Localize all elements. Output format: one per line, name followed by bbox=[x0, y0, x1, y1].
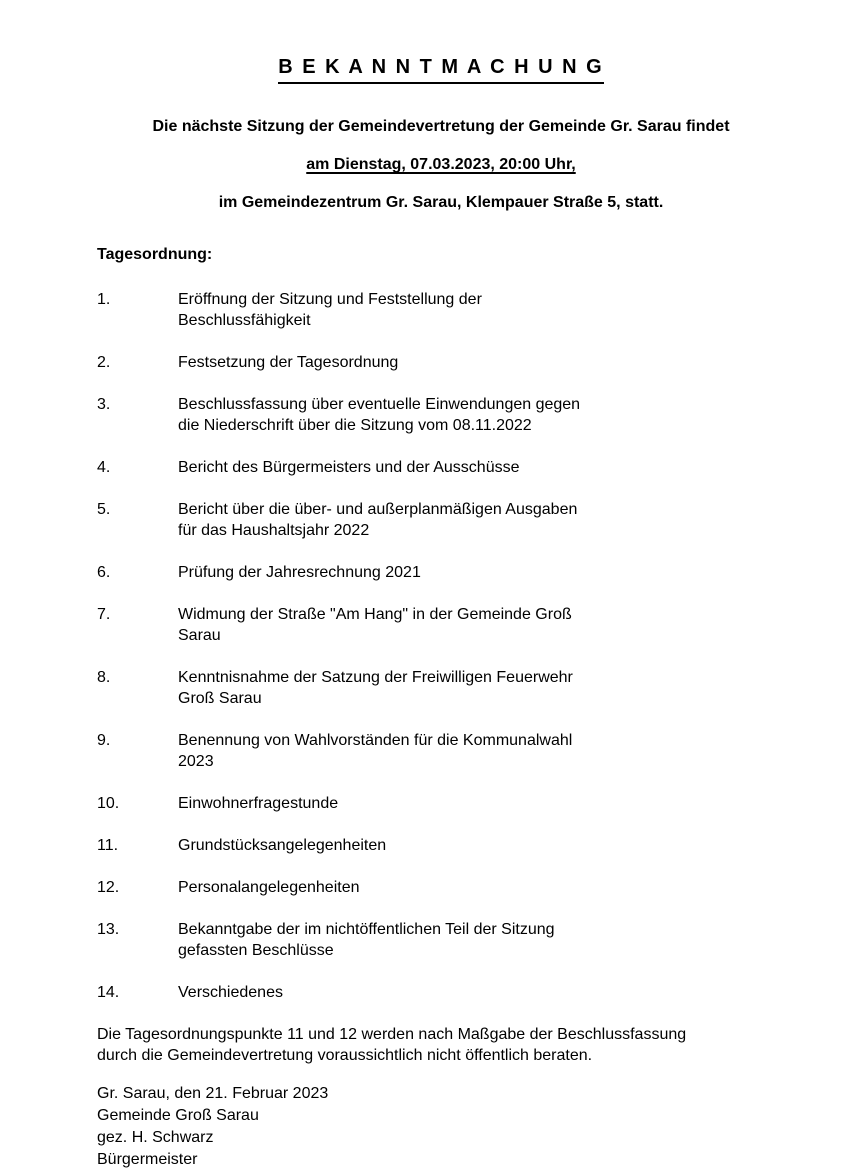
intro-line-2-date-time: am Dienstag, 07.03.2023, 20:00 Uhr, bbox=[306, 156, 576, 173]
agenda-item-number: 3. bbox=[97, 396, 111, 413]
agenda-item-number: 9. bbox=[97, 732, 111, 749]
agenda-item bbox=[97, 730, 785, 772]
closing-line-2: durch die Gemeindevertretung voraussichtlich nicht öffentlich beraten. bbox=[97, 1047, 593, 1064]
agenda-item-number: 10. bbox=[97, 795, 120, 812]
signature-place-date: Gr. Sarau, den 21. Februar 2023 bbox=[97, 1085, 329, 1102]
agenda-heading: Tagesordnung: bbox=[97, 246, 213, 263]
agenda-item-text: Beschlussfassung über eventuelle Einwendungen gegen die Niederschrift über die Sitzung vom 08.11.2022 bbox=[178, 396, 581, 434]
agenda-item-text: Grundstücksangelegenheiten bbox=[178, 837, 387, 854]
agenda-item bbox=[97, 289, 785, 331]
agenda-item bbox=[97, 352, 785, 373]
agenda-item-number: 12. bbox=[97, 879, 120, 896]
agenda-item-number: 14. bbox=[97, 984, 120, 1001]
agenda-item-number: 6. bbox=[97, 564, 111, 581]
agenda-item-text: Bekanntgabe der im nichtöffentlichen Teil der Sitzung gefassten Beschlüsse bbox=[178, 921, 555, 959]
agenda-item-number: 8. bbox=[97, 669, 111, 686]
agenda-item-text: Einwohnerfragestunde bbox=[178, 795, 339, 812]
agenda-item bbox=[97, 877, 785, 898]
agenda-item-text: Verschiedenes bbox=[178, 984, 283, 1001]
signature-block bbox=[97, 1083, 785, 1171]
agenda-item bbox=[97, 919, 785, 961]
agenda-item-text: Festsetzung der Tagesordnung bbox=[178, 354, 399, 371]
agenda-item bbox=[97, 562, 785, 583]
agenda-item-text: Personalangelegenheiten bbox=[178, 879, 360, 896]
agenda-item-number: 1. bbox=[97, 291, 111, 308]
intro-line-3-location: im Gemeindezentrum Gr. Sarau, Klempauer Straße 5, statt. bbox=[218, 194, 664, 211]
agenda-item-text: Kenntnisnahme der Satzung der Freiwilligen Feuerwehr Groß Sarau bbox=[178, 669, 573, 707]
title-row bbox=[97, 56, 785, 84]
agenda-item-number: 11. bbox=[97, 837, 119, 854]
agenda-item bbox=[97, 982, 785, 1003]
agenda-item-number: 5. bbox=[97, 501, 111, 518]
agenda-item bbox=[97, 835, 785, 856]
agenda-list bbox=[97, 289, 785, 1003]
agenda-item-text: Prüfung der Jahresrechnung 2021 bbox=[178, 564, 421, 581]
agenda-item bbox=[97, 667, 785, 709]
agenda-item-text: Bericht des Bürgermeisters und der Ausschüsse bbox=[178, 459, 520, 476]
document-title: B E K A N N T M A C H U N G bbox=[278, 56, 603, 84]
signature-role: Bürgermeister bbox=[97, 1151, 198, 1168]
agenda-item-text: Eröffnung der Sitzung und Feststellung der Beschlussfähigkeit bbox=[178, 291, 482, 329]
agenda-item-number: 7. bbox=[97, 606, 111, 623]
closing-line-1: Die Tagesordnungspunkte 11 und 12 werden nach Maßgabe der Beschlussfassung bbox=[97, 1026, 687, 1043]
agenda-item-number: 13. bbox=[97, 921, 120, 938]
signature-municipality: Gemeinde Groß Sarau bbox=[97, 1107, 259, 1124]
signature-signed-by: gez. H. Schwarz bbox=[97, 1129, 214, 1146]
agenda-item-number: 4. bbox=[97, 459, 111, 476]
agenda-item-text: Widmung der Straße "Am Hang" in der Gemeinde Groß Sarau bbox=[178, 606, 572, 644]
agenda-item-text: Benennung von Wahlvorständen für die Kommunalwahl 2023 bbox=[178, 732, 573, 770]
agenda-item-number: 2. bbox=[97, 354, 111, 371]
agenda-item bbox=[97, 394, 785, 436]
agenda-item bbox=[97, 793, 785, 814]
agenda-item bbox=[97, 499, 785, 541]
agenda-item bbox=[97, 457, 785, 478]
intro-line-1: Die nächste Sitzung der Gemeindevertretung der Gemeinde Gr. Sarau findet bbox=[152, 118, 730, 135]
closing-paragraph bbox=[97, 1024, 785, 1066]
agenda-item bbox=[97, 604, 785, 646]
agenda-item-text: Bericht über die über- und außerplanmäßigen Ausgaben für das Haushaltsjahr 2022 bbox=[178, 501, 578, 539]
